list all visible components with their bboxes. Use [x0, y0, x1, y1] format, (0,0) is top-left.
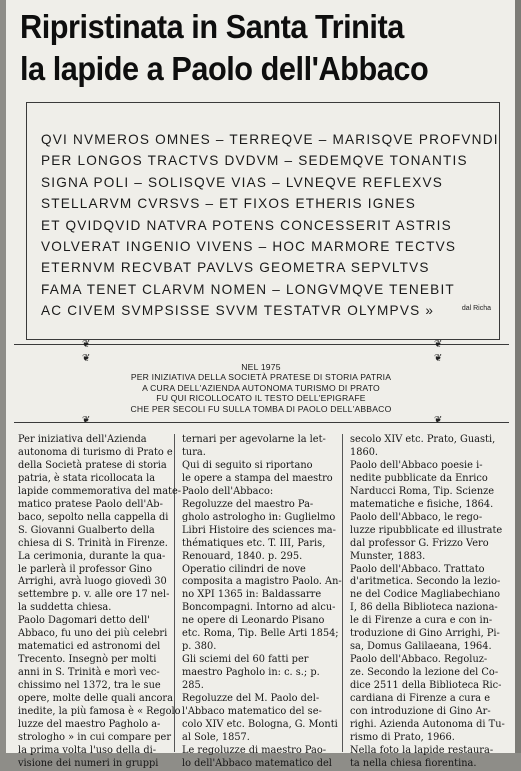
article-line: Le regoluzze di maestro Pao- — [182, 744, 327, 756]
article-line: nedite pubblicate da Enrico — [350, 472, 488, 484]
article-line: secolo XIV etc. Prato, Guasti, — [350, 434, 496, 445]
article-line: S. Giovanni Gualberto della — [18, 524, 155, 536]
inscription-line: STELLARVM CVRSVS – ET FIXOS ETHERIS IGNES — [41, 196, 417, 212]
article-line: p. 380. — [182, 641, 217, 653]
photo-credit: dal Richa — [461, 305, 491, 312]
article-line: ne del Codice Magliabechiano — [350, 589, 501, 601]
newspaper-page — [6, 0, 515, 769]
article-line: le di Firenze a cura e con in- — [350, 615, 493, 627]
article-line: lo dell'Abbaco matematico del — [182, 757, 332, 769]
article-line: Narducci Roma, Tip. Scienze — [350, 485, 495, 497]
article-line: la prima volta l'uso della di- — [18, 744, 157, 756]
article-column-2 — [182, 434, 342, 771]
article-line: lapide commemorativa del mate- — [18, 485, 182, 497]
notice-line: A CURA DELL'AZIENDA AUTONOMA TURISMO DI PRATO — [142, 382, 380, 393]
inscription-line: FAMA TENET CLARVM NOMEN – LONGVMQVE TENEBIT — [41, 281, 455, 297]
article-line: Paolo dell'Abbaco. Trattato — [350, 563, 485, 575]
article-line: composita a magistro Paolo. An- — [182, 576, 342, 588]
article-line: etc. Roma, Tip. Belle Arti 1854; — [182, 628, 339, 640]
article-line: al Sole, 1857. — [182, 731, 250, 743]
plaque-photo — [26, 102, 500, 340]
inscription-line: PER LONGOS TRACTVS DVDVM – SEDEMQVE TONANTIS — [41, 153, 468, 169]
article-line: I, 86 della Biblioteca naziona- — [350, 602, 498, 614]
article-line: anni in S. Trinità e morì vec- — [18, 667, 160, 679]
article-line: settembre p. v. alle ore 17 nel- — [18, 589, 170, 601]
inscription-line: AC CIVEM SVMPSISSE SVVM TESTATVR OLYMPVS » — [41, 303, 435, 319]
article-line: con introduzione di Gino Ar- — [350, 706, 491, 718]
headline-line: Ripristinata in Santa Trinita — [20, 8, 404, 45]
article-line: Paolo dell'Abbaco poesie i- — [350, 459, 483, 471]
column-rule — [174, 434, 175, 752]
article-line: cardiana di Firenze a cura e — [350, 693, 491, 705]
article-line: patria, è stata ricollocata la — [18, 472, 156, 484]
fleur-ornament-icon: ❦ — [82, 339, 91, 350]
article-line: Gli sciemi del 60 fatti per — [182, 654, 309, 666]
article-line: thématiques etc. T. III, Paris, — [182, 537, 326, 549]
article-line: maestro Pagholo in: c. s.; p. — [182, 667, 320, 679]
article-line: Arrighi, avrà luogo giovedì 30 — [18, 576, 167, 588]
article-line: opere, molte delle quali ancora — [18, 693, 173, 705]
article-line: Munster, 1883. — [350, 550, 426, 562]
fleur-ornament-icon: ❦ — [82, 353, 91, 364]
article-line: ne opere di Leonardo Pisano — [182, 615, 325, 627]
article-line: strologho » in cui compare per — [18, 731, 172, 743]
article-line: Regoluzze del M. Paolo del- — [182, 693, 320, 705]
inscription-line: SIGNA POLI – SOLISQVE VIAS – LVNEQVE REFLEXVS — [41, 174, 444, 190]
article-line: matematici ed astronomi del — [18, 641, 161, 653]
article-line: matematiche e fisiche, 1864. — [350, 498, 494, 510]
notice-line: NEL 1975 — [241, 362, 281, 372]
article-line: autonoma di turismo di Prato e — [18, 446, 173, 458]
article-line: dice 2511 della Biblioteca Ric- — [350, 680, 502, 692]
article-line: Trecento. Insegnò per molti — [18, 654, 157, 666]
article-line: Paolo dell'Abbaco. Regoluz- — [350, 654, 488, 666]
article-line: Abbaco, fu uno dei più celebri — [18, 628, 168, 640]
article-line: le parlerà il professor Gino — [18, 563, 152, 575]
article-line: ta nella chiesa fiorentina. — [350, 757, 477, 769]
article-line: Paolo Dagomari detto dell' — [18, 615, 150, 627]
article-line: matico pratese Paolo dell'Ab- — [18, 498, 163, 510]
article-line: La cerimonia, durante la qua- — [18, 550, 166, 562]
article-column-1 — [18, 434, 182, 771]
article-line: Paolo dell'Abbaco: — [182, 485, 274, 497]
article-line: della Società pratese di storia — [18, 459, 167, 471]
inscription-line: QVI NVMEROS OMNES – TERREQVE – MARISQVE PROFVNDI — [41, 132, 499, 147]
article-line: gholo astrologho in: Guglielmo — [182, 511, 336, 523]
article-line: chiesa di S. Trinità in Firenze. — [18, 537, 168, 549]
article-line: Operatio cilindri de nove — [182, 563, 306, 575]
article-line: Regoluzze del maestro Pa- — [182, 498, 314, 510]
article-line: ze. Secondo la lezione del Co- — [350, 667, 499, 679]
article-column-3 — [350, 434, 508, 771]
article-line: colo XIV etc. Bologna, G. Monti — [182, 718, 338, 730]
article-line: inedite, la più famosa è « Regolo — [18, 706, 181, 718]
ornamental-rule — [14, 422, 509, 423]
notice-line: FU QUI RICOLLOCATO IL TESTO DELL'EPIGRAFE — [156, 393, 366, 404]
notice-line: CHE PER SECOLI FU SULLA TOMBA DI PAOLO DELL'ABBACO — [130, 403, 392, 414]
article-line: visione dei numeri in gruppi — [18, 757, 159, 769]
article-line: tura. — [182, 446, 206, 458]
article-line: Per iniziativa dell'Azienda — [18, 434, 147, 445]
article-line: le opere a stampa del maestro — [182, 472, 333, 484]
article-line: Qui di seguito si riportano — [182, 459, 313, 471]
page-edge — [515, 0, 521, 753]
article-line: no XPI 1365 in: Baldassarre — [182, 589, 322, 601]
fleur-ornament-icon: ❦ — [434, 353, 443, 364]
article-line: ternari per agevolarne la let- — [182, 434, 326, 445]
article-line: l'Abbaco matematico del se- — [182, 706, 322, 718]
article-line: Renouard, 1840. p. 295. — [182, 550, 303, 562]
headline — [20, 6, 476, 90]
article-line: dal professor G. Frizzo Vero — [350, 537, 489, 549]
article-line: sa, Domus Galilaeana, 1964. — [350, 641, 492, 653]
fleur-ornament-icon: ❦ — [434, 415, 443, 426]
column-rule — [342, 434, 343, 752]
inscription-line: ET QVIDQVID NATVRA POTENS CONCESSERIT ASTRIS — [41, 217, 452, 233]
article-line: Boncompagni. Intorno ad alcu- — [182, 602, 336, 614]
article-line: la suddetta chiesa. — [18, 602, 112, 614]
article-line: luzze ripubblicate ed illustrate — [350, 524, 503, 536]
notice-line: PER INIZIATIVA DELLA SOCIETÀ PRATESE DI STORIA PATRIA — [130, 372, 392, 383]
article-line: chissimo nel 1372, tra le sue — [18, 680, 161, 692]
article-line: luzze del maestro Pagholo a- — [18, 718, 161, 730]
fleur-ornament-icon: ❦ — [434, 339, 443, 350]
inscription-line: VOLVERAT INGENIO VIVENS – HOC MARMORE TECTVS — [41, 239, 457, 255]
article-line: Nella foto la lapide restaura- — [350, 744, 494, 756]
article-line: baco, sepolto nella cappella di — [18, 511, 169, 523]
latin-inscription — [41, 129, 499, 322]
article-line: troduzione di Gino Arrighi, Pi- — [350, 628, 500, 640]
article-line: Paolo dell'Abbaco, le rego- — [350, 511, 483, 523]
article-line: Libri Histoire des sciences ma- — [182, 524, 336, 536]
inscription-line: ETERNVM RECVBAT PAVLVS GEOMETRA SEPVLTVS — [41, 260, 430, 276]
plaque-caption-notice — [76, 362, 446, 414]
article-line: d'aritmetica. Secondo la lezio- — [350, 576, 501, 588]
article-line: rismo di Prato, 1966. — [350, 731, 455, 743]
article-line: 285. — [182, 680, 204, 692]
article-line: righi. Azienda Autonoma di Tu- — [350, 718, 505, 730]
headline-line: la lapide a Paolo dell'Abbaco — [20, 50, 429, 87]
article-line: 1860. — [350, 446, 379, 458]
fleur-ornament-icon: ❦ — [82, 415, 91, 426]
